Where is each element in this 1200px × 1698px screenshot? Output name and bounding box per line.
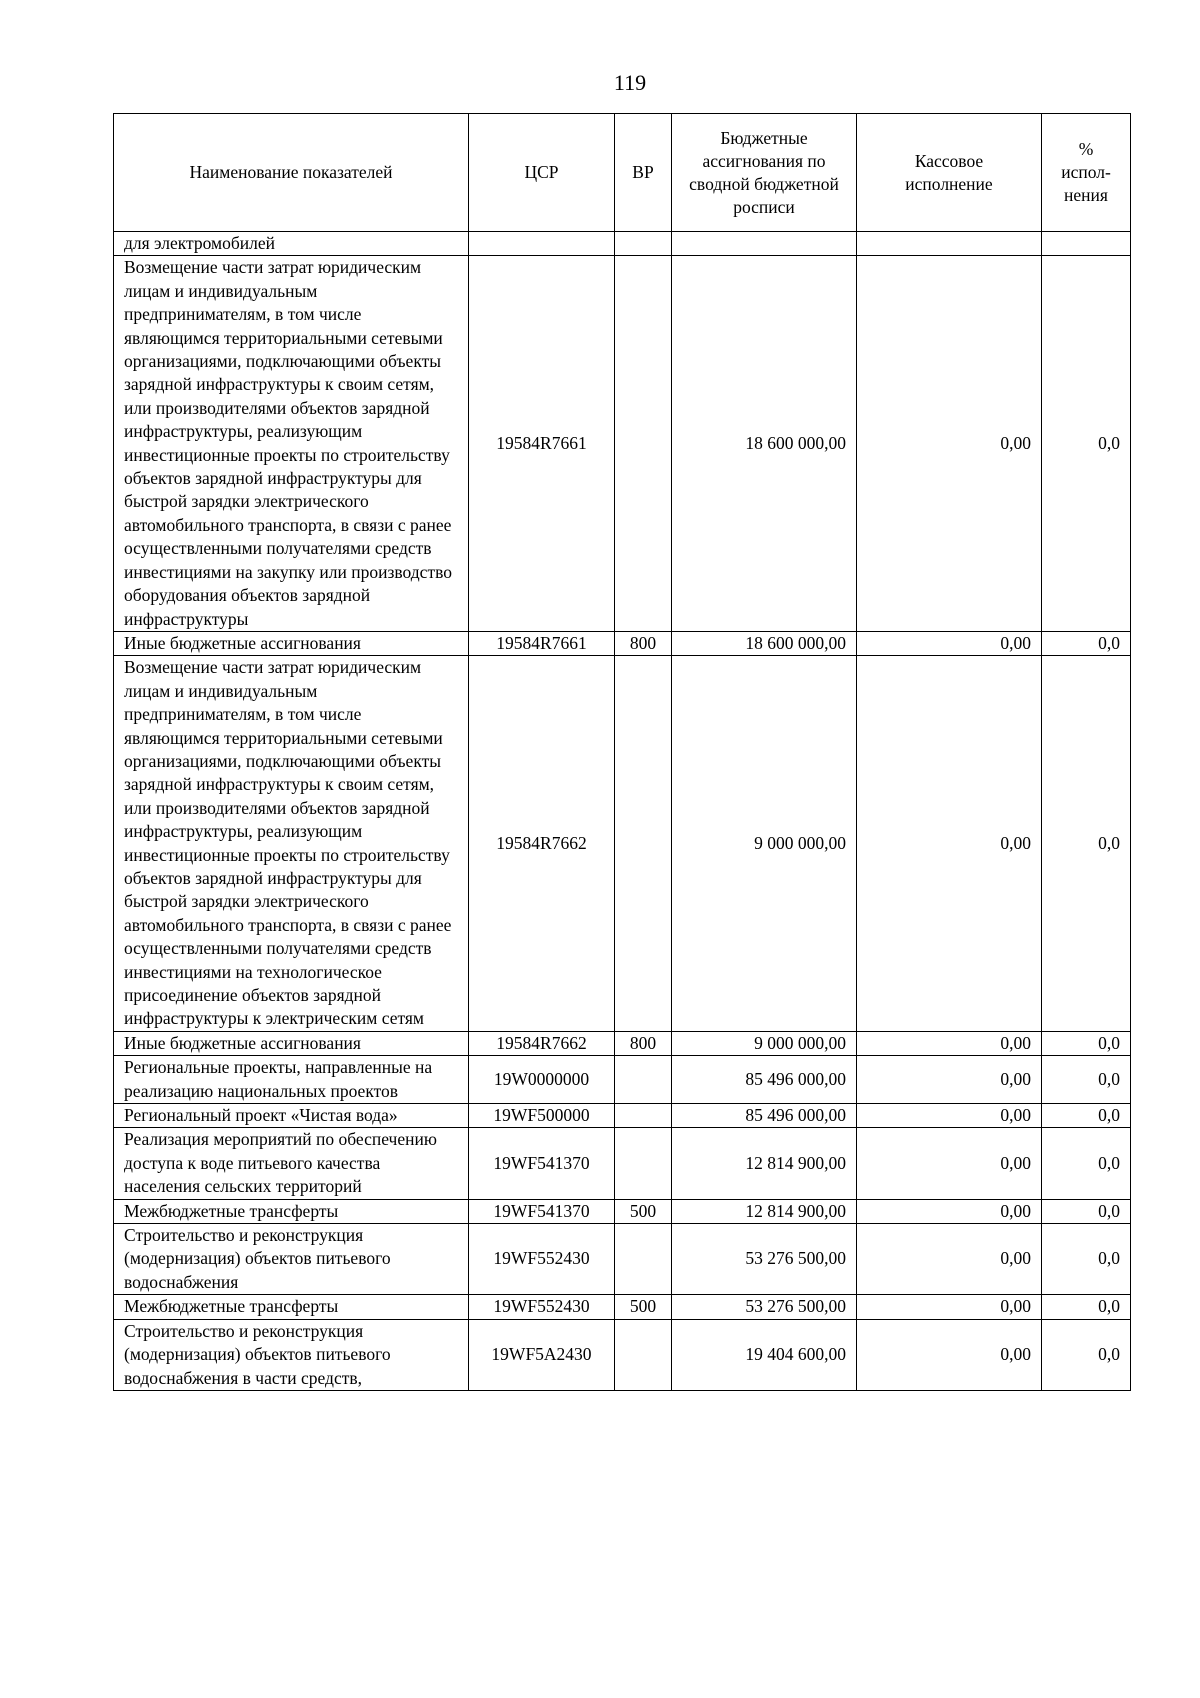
cell-percent: 0,0 bbox=[1042, 1104, 1131, 1128]
cell-csr: 19W0000000 bbox=[469, 1056, 615, 1104]
cell-vr bbox=[615, 1128, 672, 1199]
cell-budget bbox=[672, 232, 857, 256]
cell-vr bbox=[615, 1224, 672, 1295]
cell-vr: 500 bbox=[615, 1199, 672, 1223]
table-row bbox=[114, 1104, 1131, 1128]
cell-cash: 0,00 bbox=[857, 656, 1042, 1032]
table-row bbox=[114, 256, 1131, 632]
cell-name: для электромобилей bbox=[114, 232, 469, 256]
cell-name: Иные бюджетные ассигнования bbox=[114, 1031, 469, 1055]
cell-budget: 12 814 900,00 bbox=[672, 1128, 857, 1199]
cell-name: Реализация мероприятий по обеспечению доступа к воде питьевого качества населения сельских территорий bbox=[114, 1128, 469, 1199]
cell-csr: 19WF552430 bbox=[469, 1224, 615, 1295]
cell-budget: 85 496 000,00 bbox=[672, 1104, 857, 1128]
cell-percent: 0,0 bbox=[1042, 256, 1131, 632]
cell-budget: 9 000 000,00 bbox=[672, 1031, 857, 1055]
cell-percent: 0,0 bbox=[1042, 1128, 1131, 1199]
header-percent: % испол-нения bbox=[1042, 114, 1131, 232]
cell-cash: 0,00 bbox=[857, 1128, 1042, 1199]
cell-csr: 19584R7661 bbox=[469, 631, 615, 655]
cell-vr: 800 bbox=[615, 631, 672, 655]
cell-vr bbox=[615, 656, 672, 1032]
cell-budget: 18 600 000,00 bbox=[672, 631, 857, 655]
table-row bbox=[114, 1056, 1131, 1104]
cell-csr: 19584R7661 bbox=[469, 256, 615, 632]
table-row bbox=[114, 1128, 1131, 1199]
cell-cash: 0,00 bbox=[857, 1224, 1042, 1295]
cell-percent: 0,0 bbox=[1042, 1224, 1131, 1295]
cell-name: Иные бюджетные ассигнования bbox=[114, 631, 469, 655]
header-csr: ЦСР bbox=[469, 114, 615, 232]
cell-vr bbox=[615, 1319, 672, 1390]
cell-vr bbox=[615, 232, 672, 256]
cell-name: Межбюджетные трансферты bbox=[114, 1199, 469, 1223]
cell-budget: 85 496 000,00 bbox=[672, 1056, 857, 1104]
cell-name: Возмещение части затрат юридическим лицам и индивидуальным предпринимателям, в том числе являющимся территориальными сетевыми организациями, подключающими объекты зарядной инфраструктуры к своим сетям, или производителями объектов зарядной инфраструктуры, реализующим инвестиционные проекты по строительству объектов зарядной инфраструктуры для быстрой зарядки электрического автомобильного транспорта, в связи с ранее осуществленными получателями средств инвестициями на технологическое присоединение объектов зарядной инфраструктуры к электрическим сетям bbox=[114, 656, 469, 1032]
table-row bbox=[114, 631, 1131, 655]
cell-percent: 0,0 bbox=[1042, 1199, 1131, 1223]
cell-name: Строительство и реконструкция (модернизация) объектов питьевого водоснабжения в части средств, bbox=[114, 1319, 469, 1390]
cell-budget: 53 276 500,00 bbox=[672, 1224, 857, 1295]
cell-cash: 0,00 bbox=[857, 1031, 1042, 1055]
cell-budget: 12 814 900,00 bbox=[672, 1199, 857, 1223]
cell-budget: 18 600 000,00 bbox=[672, 256, 857, 632]
cell-percent: 0,0 bbox=[1042, 1319, 1131, 1390]
table-row bbox=[114, 232, 1131, 256]
cell-cash: 0,00 bbox=[857, 1104, 1042, 1128]
table-row bbox=[114, 1199, 1131, 1223]
cell-percent bbox=[1042, 232, 1131, 256]
cell-budget: 9 000 000,00 bbox=[672, 656, 857, 1032]
cell-name: Региональный проект «Чистая вода» bbox=[114, 1104, 469, 1128]
cell-csr: 19584R7662 bbox=[469, 1031, 615, 1055]
table-row bbox=[114, 1295, 1131, 1319]
cell-cash bbox=[857, 232, 1042, 256]
cell-name: Региональные проекты, направленные на реализацию национальных проектов bbox=[114, 1056, 469, 1104]
cell-name: Межбюджетные трансферты bbox=[114, 1295, 469, 1319]
table-row bbox=[114, 1031, 1131, 1055]
table-header-row bbox=[114, 114, 1131, 232]
cell-cash: 0,00 bbox=[857, 631, 1042, 655]
header-vr: ВР bbox=[615, 114, 672, 232]
cell-csr: 19WF541370 bbox=[469, 1199, 615, 1223]
cell-cash: 0,00 bbox=[857, 256, 1042, 632]
cell-vr bbox=[615, 1104, 672, 1128]
header-name: Наименование показателей bbox=[114, 114, 469, 232]
cell-csr: 19WF552430 bbox=[469, 1295, 615, 1319]
cell-cash: 0,00 bbox=[857, 1295, 1042, 1319]
cell-cash: 0,00 bbox=[857, 1199, 1042, 1223]
budget-execution-table bbox=[113, 113, 1131, 1391]
cell-csr: 19WF500000 bbox=[469, 1104, 615, 1128]
cell-percent: 0,0 bbox=[1042, 631, 1131, 655]
table-row bbox=[114, 1224, 1131, 1295]
cell-vr bbox=[615, 1056, 672, 1104]
cell-vr: 800 bbox=[615, 1031, 672, 1055]
cell-name: Возмещение части затрат юридическим лицам и индивидуальным предпринимателям, в том числе являющимся территориальными сетевыми организациями, подключающими объекты зарядной инфраструктуры к своим сетям, или производителями объектов зарядной инфраструктуры, реализующим инвестиционные проекты по строительству объектов зарядной инфраструктуры для быстрой зарядки электрического автомобильного транспорта, в связи с ранее осуществленными получателями средств инвестициями на закупку или производство оборудования объектов зарядной инфраструктуры bbox=[114, 256, 469, 632]
cell-cash: 0,00 bbox=[857, 1056, 1042, 1104]
cell-vr: 500 bbox=[615, 1295, 672, 1319]
cell-csr: 19584R7662 bbox=[469, 656, 615, 1032]
table-row bbox=[114, 656, 1131, 1032]
cell-percent: 0,0 bbox=[1042, 1056, 1131, 1104]
cell-percent: 0,0 bbox=[1042, 1031, 1131, 1055]
header-cash: Кассовое исполнение bbox=[857, 114, 1042, 232]
cell-cash: 0,00 bbox=[857, 1319, 1042, 1390]
cell-percent: 0,0 bbox=[1042, 1295, 1131, 1319]
cell-vr bbox=[615, 256, 672, 632]
cell-csr: 19WF541370 bbox=[469, 1128, 615, 1199]
cell-percent: 0,0 bbox=[1042, 656, 1131, 1032]
page-number: 119 bbox=[613, 70, 647, 95]
cell-csr bbox=[469, 232, 615, 256]
cell-name: Строительство и реконструкция (модернизация) объектов питьевого водоснабжения bbox=[114, 1224, 469, 1295]
cell-budget: 19 404 600,00 bbox=[672, 1319, 857, 1390]
header-budget: Бюджетные ассигнования по сводной бюджетной росписи bbox=[672, 114, 857, 232]
table-row bbox=[114, 1319, 1131, 1390]
cell-csr: 19WF5A2430 bbox=[469, 1319, 615, 1390]
cell-budget: 53 276 500,00 bbox=[672, 1295, 857, 1319]
